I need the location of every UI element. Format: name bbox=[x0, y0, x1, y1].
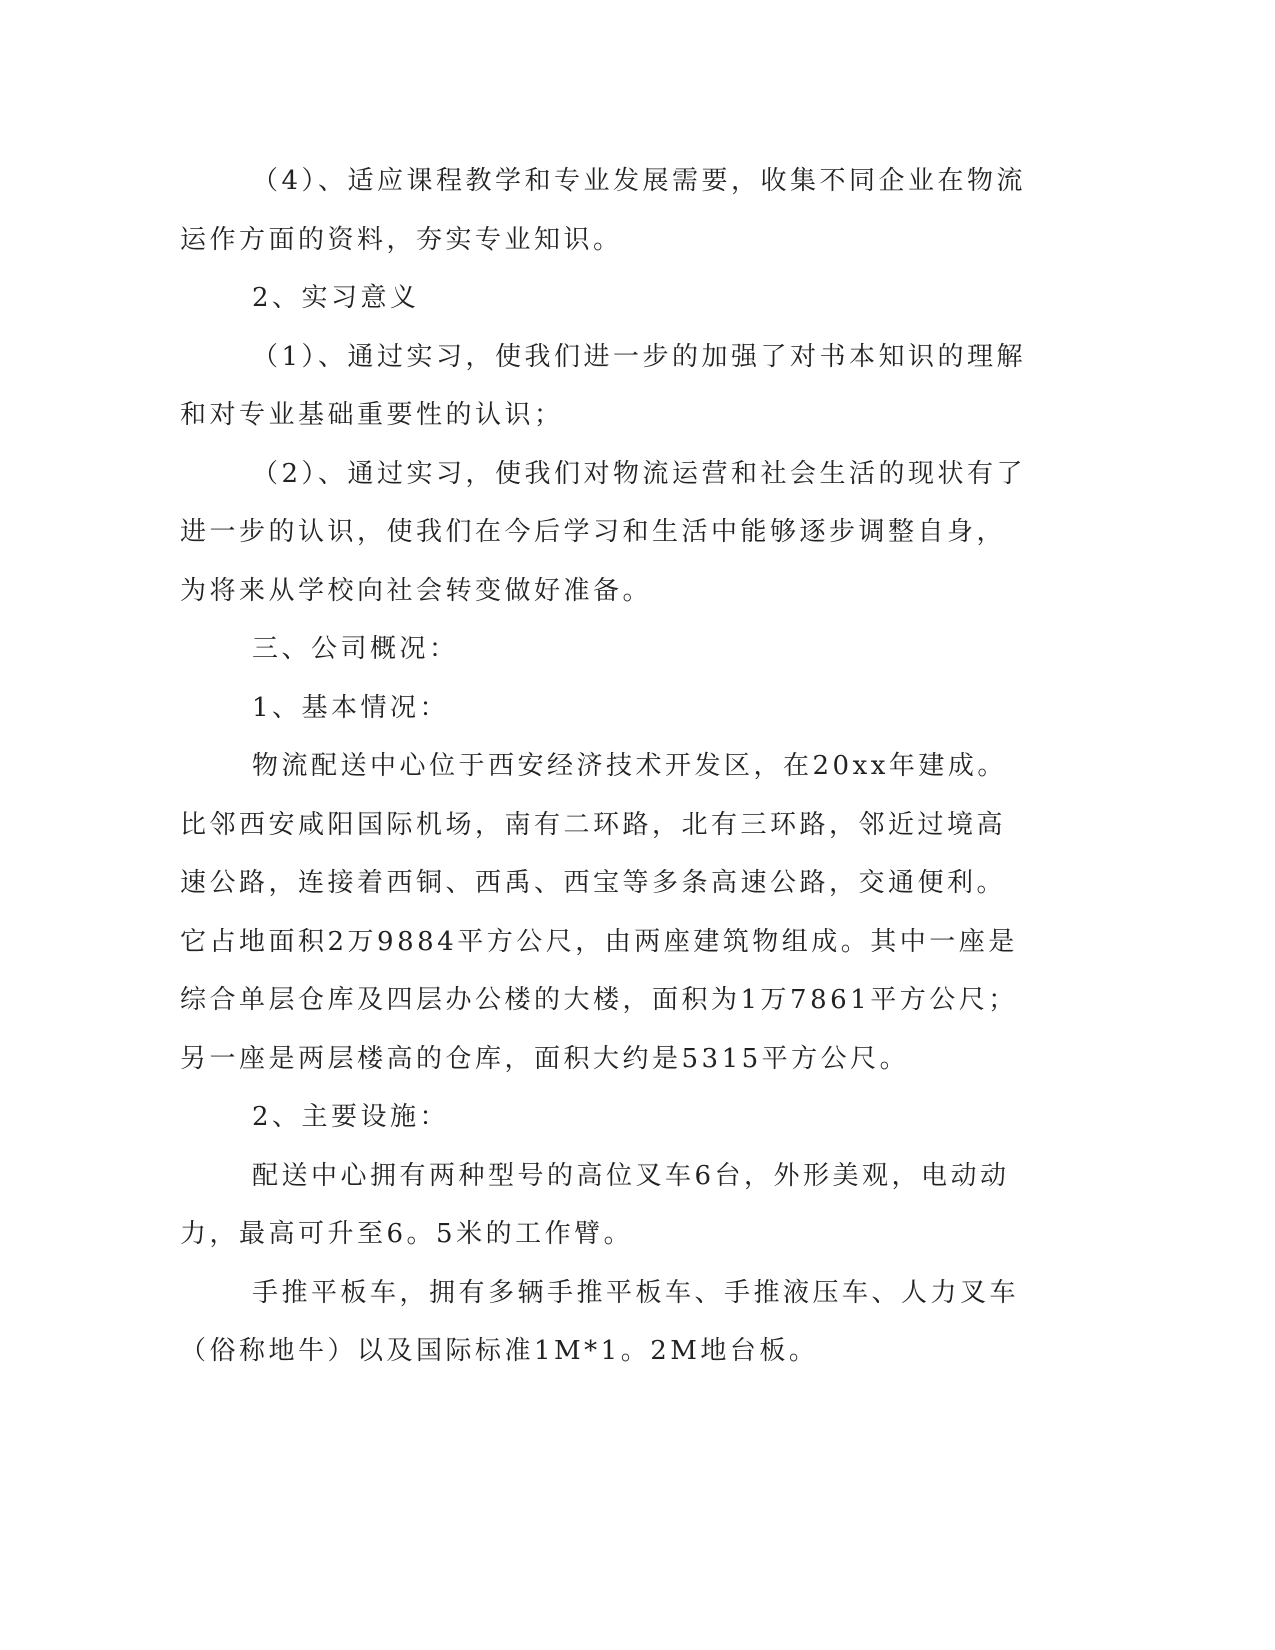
paragraph-purpose-4: （4）、适应课程教学和专业发展需要，收集不同企业在物流运作方面的资料，夯实专业知识。 bbox=[180, 166, 1027, 255]
heading-main-facilities: 2、主要设施： bbox=[252, 1102, 450, 1132]
paragraph-forklifts: 配送中心拥有两种型号的高位叉车6台，外形美观，电动动力，最高可升至6。5米的工作臂。 bbox=[180, 1160, 1010, 1249]
paragraph-significance-2: （2）、通过实习，使我们对物流运营和社会生活的现状有了进一步的认识，使我们在今后学习和生活中能够逐步调整自身，为将来从学校向社会转变做好准备。 bbox=[180, 458, 1027, 606]
paragraph-basic-info: 物流配送中心位于西安经济技术开发区，在20xx年建成。比邻西安咸阳国际机场，南有二环路，北有三环路，邻近过境高速公路，连接着西铜、西禹、西宝等多条高速公路，交通便利。它占地面积2万9884平方公尺，由两座建筑物组成。其中一座是综合单层仓库及四层办公楼的大楼，面积为1万7861平方公尺；另一座是两层楼高的仓库，面积大约是5315平方公尺。 bbox=[180, 751, 1018, 1074]
paragraph-significance-1: （1）、通过实习，使我们进一步的加强了对书本知识的理解和对专业基础重要性的认识； bbox=[180, 341, 1027, 430]
document-body bbox=[180, 152, 1028, 1381]
heading-internship-significance: 2、实习意义 bbox=[252, 283, 420, 313]
paragraph-hand-carts: 手推平板车，拥有多辆手推平板车、手推液压车、人力叉车（俗称地牛）以及国际标准1M*1。2M地台板。 bbox=[180, 1277, 1020, 1366]
heading-basic-info: 1、基本情况： bbox=[252, 692, 450, 723]
heading-company-overview: 三、公司概况： bbox=[252, 634, 459, 664]
